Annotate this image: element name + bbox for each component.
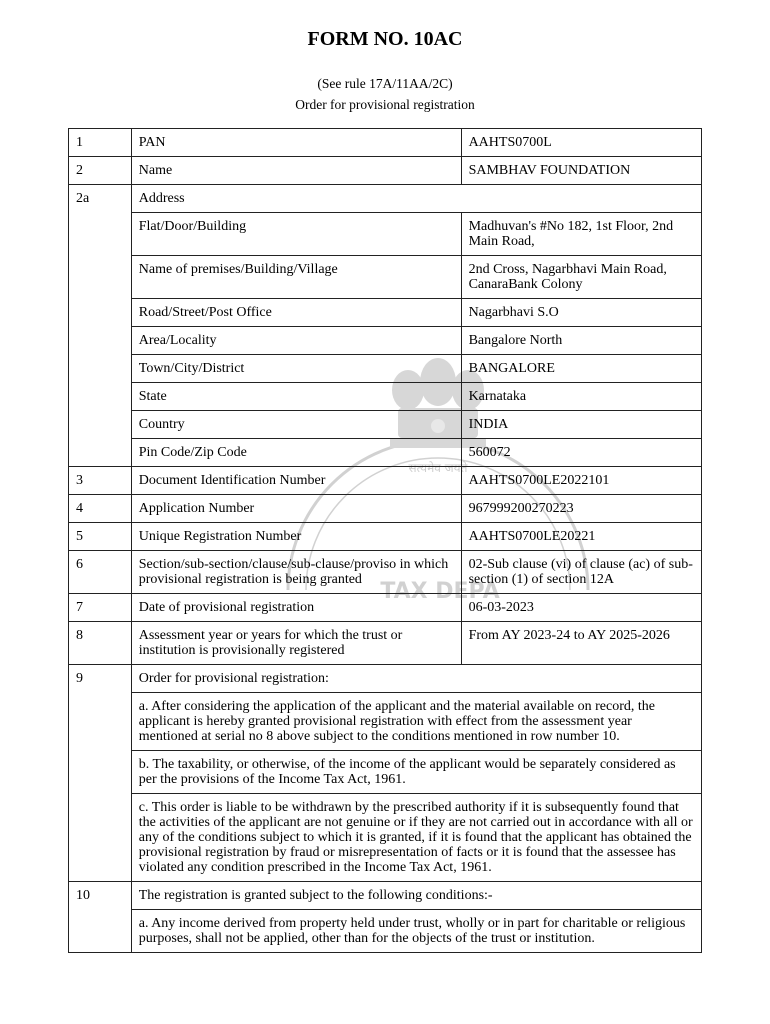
country-label: Country (131, 411, 461, 439)
row-number: 8 (69, 622, 132, 665)
din-label: Document Identification Number (131, 467, 461, 495)
row-number: 2 (69, 157, 132, 185)
row-number: 3 (69, 467, 132, 495)
table-row (69, 256, 702, 299)
address-heading: Address (131, 185, 701, 213)
pan-label: PAN (131, 129, 461, 157)
table-row (69, 882, 702, 910)
application-number-value: 967999200270223 (461, 495, 701, 523)
conditions-heading: The registration is granted subject to the following conditions:- (131, 882, 701, 910)
date-value: 06-03-2023 (461, 594, 701, 622)
pan-value: AAHTS0700L (461, 129, 701, 157)
order-paragraph-a: a. After considering the application of the applicant and the material available on record, the applicant is hereby granted provisional registration with effect from the assessment year mentioned at serial no 8 above subject to the conditions mentioned in row number 10. (131, 693, 701, 751)
table-row (69, 622, 702, 665)
order-heading: Order for provisional registration: (131, 665, 701, 693)
table-row (69, 299, 702, 327)
row-number: 1 (69, 129, 132, 157)
condition-a: a. Any income derived from property held under trust, wholly or in part for charitable or religious purposes, shall not be applied, other than for the objects of the trust or institution. (131, 910, 701, 953)
rule-reference: (See rule 17A/11AA/2C) (317, 76, 453, 91)
table-row (69, 751, 702, 794)
name-value: SAMBHAV FOUNDATION (461, 157, 701, 185)
table-row (69, 157, 702, 185)
premises-label: Name of premises/Building/Village (131, 256, 461, 299)
table-row (69, 355, 702, 383)
table-row (69, 693, 702, 751)
row-number: 7 (69, 594, 132, 622)
order-paragraph-b: b. The taxability, or otherwise, of the income of the applicant would be separately considered as per the provisions of the Income Tax Act, 1961. (131, 751, 701, 794)
row-number: 4 (69, 495, 132, 523)
table-row (69, 439, 702, 467)
assessment-year-label: Assessment year or years for which the trust or institution is provisionally registered (131, 622, 461, 665)
table-row (69, 327, 702, 355)
pin-label: Pin Code/Zip Code (131, 439, 461, 467)
table-row (69, 129, 702, 157)
order-paragraph-c: c. This order is liable to be withdrawn by the prescribed authority if it is subsequently found that the activities of the applicant are not genuine or if they are not carried out in accordance with all or any of the conditions subject to which it is granted, if it is found that the applicant has obtained the provisional registration by fraud or misrepresentation of facts or it is found that the assessee has violated any condition prescribed in the Income Tax Act, 1961. (131, 794, 701, 882)
urn-value: AAHTS0700LE20221 (461, 523, 701, 551)
town-label: Town/City/District (131, 355, 461, 383)
application-number-label: Application Number (131, 495, 461, 523)
flat-value: Madhuvan's #No 182, 1st Floor, 2nd Main Road, (461, 213, 701, 256)
assessment-year-value: From AY 2023-24 to AY 2025-2026 (461, 622, 701, 665)
row-number: 9 (69, 665, 132, 882)
table-row (69, 910, 702, 953)
area-value: Bangalore North (461, 327, 701, 355)
row-number: 2a (69, 185, 132, 467)
row-number: 10 (69, 882, 132, 953)
table-row (69, 383, 702, 411)
form-title: FORM NO. 10AC (307, 28, 463, 50)
road-label: Road/Street/Post Office (131, 299, 461, 327)
table-row (69, 467, 702, 495)
table-row (69, 213, 702, 256)
table-row (69, 495, 702, 523)
country-value: INDIA (461, 411, 701, 439)
form-subtitle: Order for provisional registration (295, 97, 475, 112)
date-label: Date of provisional registration (131, 594, 461, 622)
table-row (69, 523, 702, 551)
flat-label: Flat/Door/Building (131, 213, 461, 256)
registration-table (68, 128, 702, 953)
premises-value: 2nd Cross, Nagarbhavi Main Road, CanaraBank Colony (461, 256, 701, 299)
area-label: Area/Locality (131, 327, 461, 355)
urn-label: Unique Registration Number (131, 523, 461, 551)
table-row (69, 794, 702, 882)
name-label: Name (131, 157, 461, 185)
din-value: AAHTS0700LE2022101 (461, 467, 701, 495)
state-value: Karnataka (461, 383, 701, 411)
table-row (69, 594, 702, 622)
watermark-text: TAX DEPA (380, 579, 500, 604)
town-value: BANGALORE (461, 355, 701, 383)
row-number: 6 (69, 551, 132, 594)
row-number: 5 (69, 523, 132, 551)
watermark-motto: सत्यमेव जयते (408, 461, 468, 475)
section-label: Section/sub-section/clause/sub-clause/proviso in which provisional registration is being granted (131, 551, 461, 594)
road-value: Nagarbhavi S.O (461, 299, 701, 327)
state-label: State (131, 383, 461, 411)
table-row (69, 551, 702, 594)
section-value: 02-Sub clause (vi) of clause (ac) of sub-section (1) of section 12A (461, 551, 701, 594)
table-row (69, 185, 702, 213)
pin-value: 560072 (461, 439, 701, 467)
table-row (69, 411, 702, 439)
table-row (69, 665, 702, 693)
